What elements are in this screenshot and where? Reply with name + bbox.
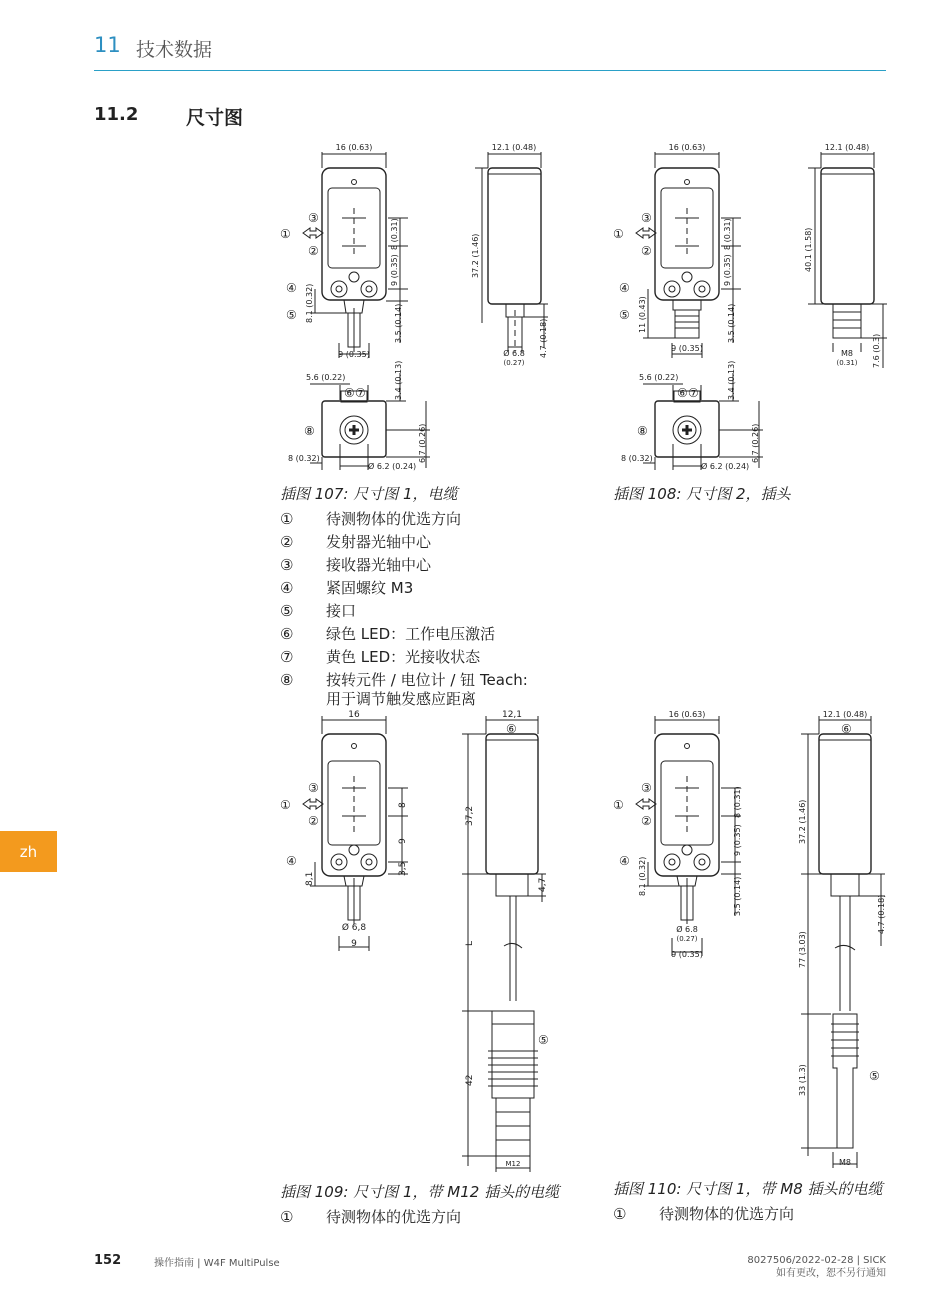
- legend-text: 接收器光轴中心: [326, 556, 432, 574]
- legend-text: 黄色 LED：光接收状态: [326, 648, 481, 666]
- dim-8-1: 8,1: [305, 871, 315, 886]
- dim-top-6-7: 6.7 (0.26): [751, 423, 760, 463]
- dim-front-width: 16 (0.63): [668, 143, 706, 152]
- legend-number: ①: [280, 510, 294, 528]
- figure-110-drawing: [603, 706, 903, 1176]
- dim-8: 8 (0.31): [723, 218, 732, 250]
- dim-top-8: 8 (0.32): [288, 454, 320, 463]
- dim-top-6-7: 6.7 (0.26): [418, 423, 427, 463]
- marker-4: ④: [286, 854, 297, 868]
- legend-text: 待测物体的优选方向: [326, 510, 462, 528]
- cable-diameter: Ø 6.8: [676, 925, 698, 934]
- dim-top-6-2: Ø 6.2 (0.24): [701, 462, 750, 471]
- dim-9: 9 (0.35): [723, 254, 732, 286]
- dim-8-1: 8.1 (0.32): [305, 283, 314, 323]
- legend-item: [280, 625, 528, 648]
- legend-number: ④: [280, 579, 294, 597]
- legend-number: ②: [280, 533, 294, 551]
- legend-text-block: [326, 671, 528, 709]
- figure-108: [603, 138, 903, 478]
- legend-number: ①: [613, 1205, 627, 1223]
- marker-4: ④: [286, 281, 297, 295]
- legend-item: [280, 510, 528, 533]
- dim-3-5: 3.5 (0.14): [394, 303, 403, 343]
- figure-110: [603, 706, 903, 1176]
- legend-text: 紧固螺纹 M3: [326, 579, 414, 597]
- dim-42: 42: [465, 1074, 475, 1086]
- dim-top-8: 8 (0.32): [621, 454, 653, 463]
- dim-top-3-4: 3.4 (0.13): [727, 360, 736, 400]
- dim-front-width: 16 (0.63): [668, 710, 706, 719]
- dim-11: 11 (0.43): [638, 296, 647, 333]
- chapter-title: 技术数据: [136, 39, 213, 61]
- legend-item: [613, 1205, 794, 1224]
- marker-4: ④: [619, 854, 630, 868]
- marker-5: ⑤: [286, 308, 297, 322]
- dim-77: 77 (3.03): [798, 931, 807, 968]
- marker-2: ②: [641, 244, 652, 258]
- thread-m12: M12: [505, 1160, 521, 1168]
- legend-text: 发射器光轴中心: [326, 533, 432, 551]
- marker-6: ⑥: [344, 386, 355, 400]
- dim-height: 37,2: [465, 805, 475, 826]
- figure-107: [270, 138, 570, 478]
- dim-8: 8 (0.31): [733, 786, 742, 818]
- cable-diameter: Ø 6,8: [341, 923, 367, 933]
- marker-3: ③: [308, 781, 319, 795]
- marker-8: ⑧: [637, 424, 648, 438]
- dim-9b: 9 (0.35): [671, 950, 703, 959]
- legend-item: [280, 1208, 461, 1227]
- dim-33: 33 (1.3): [798, 1064, 807, 1096]
- language-tab[interactable]: zh: [0, 831, 57, 872]
- figure-109-caption: 插图 109: 尺寸图 1，带 M12 插头的电缆: [280, 1183, 560, 1201]
- cable-diameter-inch: (0.27): [503, 359, 525, 367]
- dim-8-1: 8.1 (0.32): [638, 856, 647, 896]
- chapter-number: 11: [94, 33, 121, 57]
- dim-3-5: 3,5: [398, 861, 408, 876]
- figure-109-drawing: [270, 706, 570, 1176]
- legend-item: [280, 602, 528, 625]
- footer-doc-id: 8027506/2022-02-28 | SICK: [747, 1255, 886, 1266]
- figure-107-drawing: [270, 138, 570, 478]
- legend-110: [613, 1205, 794, 1224]
- dim-L: L: [465, 940, 475, 946]
- marker-8: ⑧: [304, 424, 315, 438]
- figure-109: [270, 706, 570, 1176]
- dim-top-5-6: 5.6 (0.22): [306, 373, 346, 382]
- section-number: 11.2: [94, 104, 139, 125]
- figure-108-caption: 插图 108: 尺寸图 2，插头: [613, 485, 791, 503]
- marker-5: ⑤: [869, 1069, 880, 1083]
- dim-4-7: 4,7: [538, 877, 548, 892]
- marker-1: ①: [613, 227, 624, 241]
- dim-side-width: 12.1 (0.48): [491, 143, 537, 152]
- footer-right: [747, 1254, 886, 1280]
- legend-main: [280, 510, 528, 709]
- marker-4: ④: [619, 281, 630, 295]
- dim-height: 37.2 (1.46): [471, 233, 480, 278]
- legend-text: 按转元件 / 电位计 / 钮 Teach:: [326, 671, 528, 689]
- legend-number: ①: [280, 1208, 294, 1226]
- marker-6: ⑥: [506, 722, 517, 736]
- dim-9: 9 (0.35): [390, 254, 399, 286]
- legend-109: [280, 1208, 461, 1227]
- marker-3: ③: [641, 211, 652, 225]
- header-rule: [94, 70, 886, 71]
- marker-1: ①: [280, 227, 291, 241]
- figure-107-caption: 插图 107: 尺寸图 1，电缆: [280, 485, 458, 503]
- legend-text: 待测物体的优选方向: [326, 1208, 462, 1226]
- dim-8: 8: [398, 802, 408, 808]
- dim-9b: 9 (0.35): [338, 350, 370, 359]
- legend-item: [280, 533, 528, 556]
- marker-6: ⑥: [841, 722, 852, 736]
- legend-item: [280, 648, 528, 671]
- cable-diameter-inch: (0.27): [676, 935, 698, 943]
- marker-2: ②: [308, 814, 319, 828]
- legend-number: ⑥: [280, 625, 294, 643]
- marker-3: ③: [641, 781, 652, 795]
- legend-number: ⑦: [280, 648, 294, 666]
- thread-m8-inch: (0.31): [836, 359, 858, 367]
- section-title: 尺寸图: [186, 107, 244, 129]
- dim-8: 8 (0.31): [390, 218, 399, 250]
- footer-notice: 如有更改，恕不另行通知: [776, 1268, 886, 1279]
- dim-4-7: 4.7 (0.18): [877, 894, 886, 934]
- dim-height: 37.2 (1.46): [798, 799, 807, 844]
- dim-3-5: 3.5 (0.14): [727, 303, 736, 343]
- dim-side-width: 12.1 (0.48): [822, 710, 868, 719]
- legend-item: [280, 556, 528, 579]
- dim-top-5-6: 5.6 (0.22): [639, 373, 679, 382]
- dim-side-width: 12,1: [501, 710, 523, 720]
- dim-height: 40.1 (1.58): [804, 227, 813, 272]
- dim-side-width: 12.1 (0.48): [824, 143, 870, 152]
- figure-108-drawing: [603, 138, 903, 478]
- dim-7-6: 7.6 (0.3): [872, 333, 881, 368]
- dim-9b: 9 (0.35): [671, 344, 703, 353]
- dim-top-3-4: 3.4 (0.13): [394, 360, 403, 400]
- marker-7: ⑦: [688, 386, 699, 400]
- legend-text: 绿色 LED：工作电压激活: [326, 625, 496, 643]
- thread-m8: M8: [841, 349, 853, 358]
- legend-item: [280, 579, 528, 602]
- legend-text-line2: 用于调节触发感应距离: [326, 690, 477, 708]
- dim-front-width: 16 (0.63): [335, 143, 373, 152]
- page-number: 152: [94, 1253, 122, 1268]
- dim-front-width: 16: [348, 710, 360, 720]
- marker-2: ②: [308, 244, 319, 258]
- dim-3-5: 3.5 (0.14): [733, 876, 742, 916]
- thread-m8: M8: [839, 1158, 851, 1167]
- footer-doc-title: 操作指南 | W4F MultiPulse: [154, 1258, 280, 1269]
- marker-1: ①: [613, 798, 624, 812]
- marker-1: ①: [280, 798, 291, 812]
- marker-2: ②: [641, 814, 652, 828]
- legend-number: ⑧: [280, 671, 294, 689]
- legend-text: 接口: [326, 602, 357, 620]
- figure-110-caption: 插图 110: 尺寸图 1，带 M8 插头的电缆: [613, 1180, 883, 1198]
- marker-6: ⑥: [677, 386, 688, 400]
- legend-number: ③: [280, 556, 294, 574]
- marker-3: ③: [308, 211, 319, 225]
- dim-9b: 9: [351, 939, 357, 949]
- marker-5: ⑤: [538, 1033, 549, 1047]
- marker-7: ⑦: [355, 386, 366, 400]
- legend-text: 待测物体的优选方向: [659, 1205, 795, 1223]
- cable-diameter: Ø 6.8: [503, 349, 525, 358]
- legend-item: [280, 671, 528, 709]
- marker-5: ⑤: [619, 308, 630, 322]
- dim-9: 9 (0.35): [733, 824, 742, 856]
- dim-top-6-2: Ø 6.2 (0.24): [368, 462, 417, 471]
- dim-9: 9: [398, 838, 408, 844]
- dim-4-7: 4.7 (0.18): [539, 318, 548, 358]
- legend-number: ⑤: [280, 602, 294, 620]
